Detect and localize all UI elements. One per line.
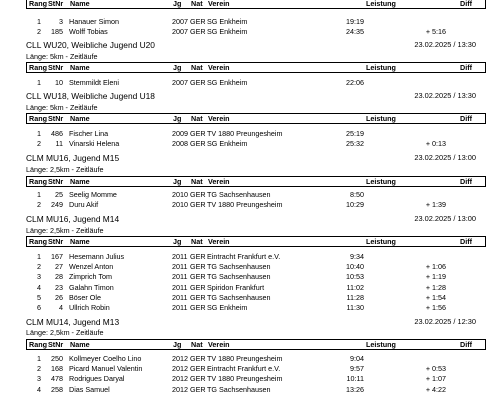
cell-nat: GER	[190, 354, 206, 363]
cell-bib: 3	[59, 17, 63, 26]
cell-name: Galahn Timon	[69, 282, 114, 292]
header-rank: Rang	[29, 340, 47, 349]
cell-diff: + 1:56	[425, 303, 446, 312]
cell-club: TG Sachsenhausen	[207, 262, 271, 272]
header-name: Name	[70, 237, 90, 246]
table-row	[26, 272, 486, 282]
table-row	[26, 354, 486, 364]
cell-nat: GER	[190, 17, 206, 26]
cell-bib: 23	[55, 282, 63, 292]
table-row	[26, 252, 486, 262]
table-row	[26, 262, 486, 272]
cell-bib: 28	[55, 272, 63, 282]
cell-rank: 1	[37, 190, 41, 199]
cell-nat: GER	[190, 374, 206, 384]
table-row	[26, 385, 486, 395]
cell-club: TG Sachsenhausen	[207, 190, 271, 199]
cell-nat: GER	[190, 292, 206, 302]
cell-nat: GER	[190, 384, 206, 394]
table-row	[26, 27, 486, 37]
cell-perf: 9:04	[350, 354, 364, 363]
header-diff: Diff	[460, 0, 472, 8]
cell-bib: 486	[51, 129, 63, 138]
cell-bib: 4	[59, 303, 63, 312]
cell-name: Böser Ole	[69, 292, 101, 302]
table-header	[26, 236, 486, 247]
cell-perf: 13:26	[346, 384, 364, 394]
cell-perf: 25:19	[346, 129, 364, 138]
cell-rank: 2	[37, 262, 41, 272]
cell-rank: 6	[37, 303, 41, 312]
cell-perf: 8:50	[350, 190, 364, 199]
header-bib: StNr	[48, 0, 64, 8]
category-datetime: 23.02.2025 / 13:00	[414, 214, 476, 223]
cell-jg: 2011	[172, 282, 188, 292]
table-row	[26, 200, 486, 210]
cell-name: Wolff Tobias	[69, 27, 108, 37]
header-name: Name	[70, 177, 90, 186]
cell-jg: 2007	[172, 17, 188, 26]
cell-diff: + 4:22	[425, 384, 446, 394]
header-bib: StNr	[48, 237, 64, 246]
category-title: CLL WU18, Weibliche Jugend U18	[26, 91, 155, 101]
header-name: Name	[70, 340, 90, 349]
header-perf: Leistung	[366, 114, 396, 123]
cell-diff: + 1:06	[425, 262, 446, 272]
cell-bib: 10	[55, 78, 63, 87]
table-row	[26, 190, 486, 200]
cell-perf: 25:32	[346, 139, 364, 149]
table-row	[26, 374, 486, 384]
cell-club: TV 1880 Preungesheim	[207, 129, 283, 138]
cell-jg: 2012	[172, 374, 188, 384]
cell-perf: 10:29	[346, 200, 364, 210]
cell-club: SG Enkheim	[207, 303, 248, 312]
header-club: Verein	[208, 177, 230, 186]
cell-perf: 11:30	[346, 303, 364, 312]
cell-rank: 5	[37, 292, 41, 302]
cell-jg: 2012	[172, 354, 188, 363]
header-diff: Diff	[460, 340, 472, 349]
cell-jg: 2012	[172, 364, 188, 374]
cell-name: Fischer Lina	[69, 129, 109, 138]
cell-perf: 11:02	[346, 282, 364, 292]
cell-name: Rodrigues Daryal	[69, 374, 125, 384]
category-datetime: 23.02.2025 / 12:30	[414, 317, 476, 326]
cell-name: Stemmildt Eleni	[69, 78, 119, 87]
table-row	[26, 293, 486, 303]
cell-club: SG Enkheim	[207, 17, 248, 26]
cell-rank: 4	[37, 282, 41, 292]
category-datetime: 23.02.2025 / 13:00	[414, 153, 476, 162]
cell-diff: + 5:16	[425, 27, 446, 37]
category-title: CLL WU20, Weibliche Jugend U20	[26, 40, 155, 50]
cell-diff: + 1:28	[425, 282, 446, 292]
header-perf: Leistung	[366, 340, 396, 349]
cell-name: Hanauer Simon	[69, 17, 119, 26]
table-row	[26, 364, 486, 374]
table-row	[26, 17, 486, 27]
header-club: Verein	[208, 63, 230, 72]
category-subtitle: Länge: 5km - Zeitläufe	[26, 52, 98, 61]
header-bib: StNr	[48, 114, 64, 123]
category-title: CLM MU16, Jugend M14	[26, 214, 120, 224]
cell-bib: 250	[51, 354, 63, 363]
header-diff: Diff	[460, 114, 472, 123]
category-subtitle: Länge: 5km - Zeitläufe	[26, 103, 98, 112]
header-nat: Nat	[191, 340, 203, 349]
cell-bib: 167	[51, 252, 63, 261]
cell-club: SG Enkheim	[207, 27, 248, 37]
header-nat: Nat	[191, 177, 203, 186]
cell-club: TG Sachsenhausen	[207, 292, 271, 302]
header-jg: Jg	[173, 177, 182, 186]
header-diff: Diff	[460, 63, 472, 72]
table-row	[26, 139, 486, 149]
cell-perf: 10:11	[346, 374, 364, 384]
cell-bib: 478	[51, 374, 63, 384]
cell-bib: 249	[51, 200, 63, 210]
cell-nat: GER	[190, 190, 206, 199]
cell-perf: 22:06	[346, 78, 364, 87]
header-jg: Jg	[173, 63, 182, 72]
header-rank: Rang	[29, 63, 47, 72]
cell-diff: + 1:19	[425, 272, 446, 282]
cell-diff: + 0:13	[425, 139, 446, 149]
header-diff: Diff	[460, 237, 472, 246]
cell-rank: 2	[37, 27, 41, 37]
cell-name: Vinarski Helena	[69, 139, 120, 149]
cell-club: SG Enkheim	[207, 139, 248, 149]
header-bib: StNr	[48, 63, 64, 72]
cell-club: TV 1880 Preungesheim	[207, 374, 283, 384]
header-nat: Nat	[191, 0, 203, 8]
header-name: Name	[70, 0, 90, 8]
header-jg: Jg	[173, 114, 182, 123]
cell-rank: 1	[37, 252, 41, 261]
cell-club: TG Sachsenhausen	[207, 384, 271, 394]
cell-bib: 26	[55, 292, 63, 302]
cell-nat: GER	[190, 129, 206, 138]
cell-club: TV 1880 Preungesheim	[207, 354, 283, 363]
cell-rank: 3	[37, 272, 41, 282]
cell-club: SG Enkheim	[207, 78, 248, 87]
cell-club: TG Sachsenhausen	[207, 272, 271, 282]
header-rank: Rang	[29, 0, 47, 8]
cell-jg: 2011	[172, 292, 188, 302]
cell-bib: 185	[51, 27, 63, 37]
cell-name: Zimprich Tom	[69, 272, 112, 282]
header-club: Verein	[208, 0, 230, 8]
cell-name: Picard Manuel Valentin	[69, 364, 143, 374]
cell-nat: GER	[190, 252, 206, 261]
cell-nat: GER	[190, 78, 206, 87]
cell-name: Duru Akif	[69, 200, 99, 210]
header-jg: Jg	[173, 237, 182, 246]
cell-jg: 2011	[172, 262, 188, 272]
cell-perf: 10:53	[346, 272, 364, 282]
cell-perf: 9:57	[350, 364, 364, 374]
cell-jg: 2012	[172, 384, 188, 394]
cell-perf: 10:40	[346, 262, 364, 272]
cell-jg: 2007	[172, 78, 188, 87]
header-bib: StNr	[48, 340, 64, 349]
cell-name: Ullrich Robin	[69, 303, 110, 312]
header-jg: Jg	[173, 340, 182, 349]
cell-name: Hesemann Julius	[69, 252, 125, 261]
cell-nat: GER	[190, 262, 206, 272]
cell-rank: 1	[37, 354, 41, 363]
cell-nat: GER	[190, 200, 206, 210]
cell-bib: 25	[55, 190, 63, 199]
header-perf: Leistung	[366, 63, 396, 72]
cell-bib: 27	[55, 262, 63, 272]
category-subtitle: Länge: 2,5km - Zeitläufe	[26, 226, 104, 235]
cell-jg: 2007	[172, 27, 188, 37]
header-perf: Leistung	[366, 237, 396, 246]
cell-perf: 24:35	[346, 27, 364, 37]
cell-rank: 1	[37, 129, 41, 138]
cell-jg: 2010	[172, 190, 188, 199]
cell-name: Wenzel Anton	[69, 262, 114, 272]
header-rank: Rang	[29, 177, 47, 186]
header-name: Name	[70, 114, 90, 123]
cell-perf: 11:28	[346, 292, 364, 302]
category-datetime: 23.02.2025 / 13:30	[414, 40, 476, 49]
category-datetime: 23.02.2025 / 13:30	[414, 91, 476, 100]
cell-rank: 2	[37, 364, 41, 374]
header-jg: Jg	[173, 0, 182, 8]
header-bib: StNr	[48, 177, 64, 186]
cell-club: Eintracht Frankfurt e.V.	[207, 364, 281, 374]
cell-rank: 3	[37, 374, 41, 384]
category-subtitle: Länge: 2,5km - Zeitläufe	[26, 328, 104, 337]
header-nat: Nat	[191, 237, 203, 246]
cell-club: Spiridon Frankfurt	[207, 282, 265, 292]
cell-bib: 258	[51, 384, 63, 394]
cell-jg: 2011	[172, 272, 188, 282]
cell-jg: 2010	[172, 200, 188, 210]
cell-jg: 2011	[172, 252, 188, 261]
cell-perf: 9:34	[350, 252, 364, 261]
table-row	[26, 129, 486, 139]
cell-rank: 2	[37, 200, 41, 210]
table-header	[26, 176, 486, 187]
cell-rank: 1	[37, 78, 41, 87]
header-club: Verein	[208, 114, 230, 123]
table-header	[26, 113, 486, 124]
cell-jg: 2008	[172, 139, 188, 149]
cell-rank: 4	[37, 384, 41, 394]
cell-bib: 11	[55, 139, 63, 149]
cell-diff: + 1:39	[425, 200, 446, 210]
cell-name: Dias Samuel	[69, 384, 110, 394]
cell-nat: GER	[190, 303, 206, 312]
header-name: Name	[70, 63, 90, 72]
cell-nat: GER	[190, 139, 206, 149]
cell-diff: + 1:54	[425, 292, 446, 302]
cell-diff: + 0:53	[425, 364, 446, 374]
header-perf: Leistung	[366, 177, 396, 186]
category-subtitle: Länge: 2,5km - Zeitläufe	[26, 165, 104, 174]
header-nat: Nat	[191, 63, 203, 72]
table-header	[26, 0, 486, 9]
table-row	[26, 303, 486, 313]
cell-name: Seelig Momme	[69, 190, 117, 199]
cell-rank: 1	[37, 17, 41, 26]
cell-name: Kollmeyer Coelho Lino	[69, 354, 142, 363]
header-diff: Diff	[460, 177, 472, 186]
header-club: Verein	[208, 340, 230, 349]
cell-club: Eintracht Frankfurt e.V.	[207, 252, 281, 261]
header-club: Verein	[208, 237, 230, 246]
cell-perf: 19:19	[346, 17, 364, 26]
header-rank: Rang	[29, 114, 47, 123]
header-perf: Leistung	[366, 0, 396, 8]
cell-rank: 2	[37, 139, 41, 149]
category-title: CLM MU16, Jugend M15	[26, 153, 120, 163]
cell-jg: 2009	[172, 129, 188, 138]
cell-club: TV 1880 Preungesheim	[207, 200, 283, 210]
cell-nat: GER	[190, 364, 206, 374]
cell-diff: + 1:07	[425, 374, 446, 384]
cell-nat: GER	[190, 27, 206, 37]
table-header	[26, 62, 486, 73]
table-row	[26, 78, 486, 88]
cell-bib: 168	[51, 364, 63, 374]
cell-jg: 2011	[172, 303, 188, 312]
cell-nat: GER	[190, 282, 206, 292]
header-nat: Nat	[191, 114, 203, 123]
cell-nat: GER	[190, 272, 206, 282]
category-title: CLM MU14, Jugend M13	[26, 317, 120, 327]
header-rank: Rang	[29, 237, 47, 246]
table-row	[26, 283, 486, 293]
table-header	[26, 339, 486, 350]
